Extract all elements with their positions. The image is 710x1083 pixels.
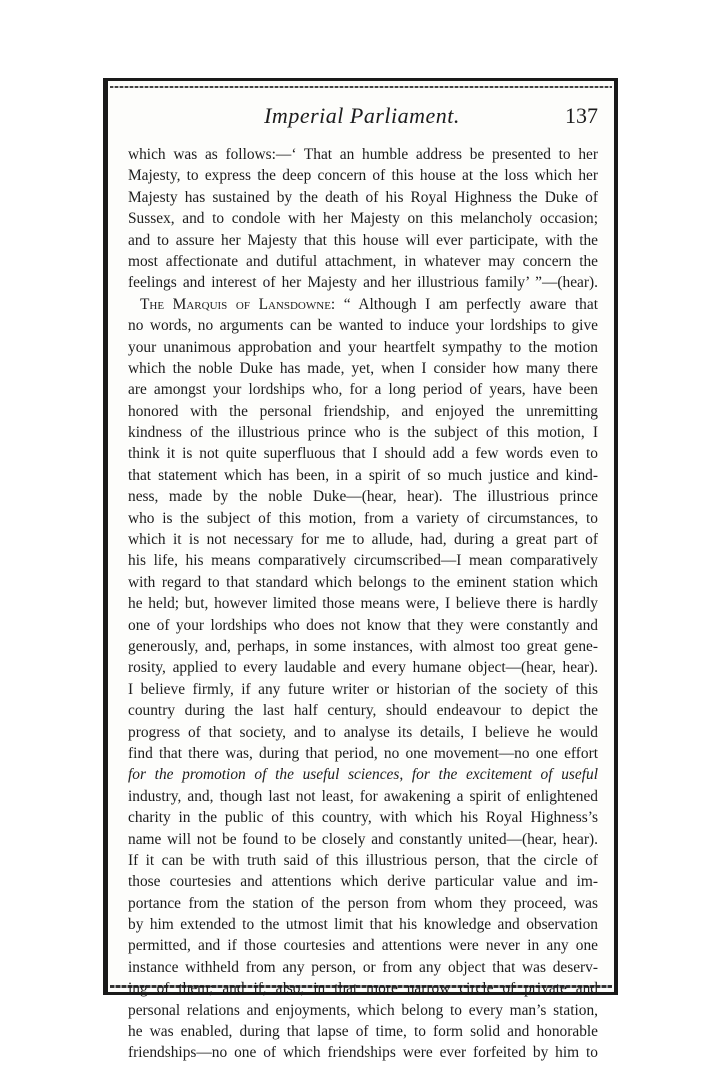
top-ornamental-rule: [110, 86, 612, 88]
text-line: instance withheld from any person, or from any object that was deserv-: [128, 958, 598, 976]
text-line: one of your lordships who does not know that they were constantly and: [128, 616, 598, 634]
page-header: [128, 103, 596, 135]
text-line: think it is not quite superfluous that I should add a few words even to: [128, 445, 598, 463]
running-title: Imperial Parliament.: [264, 103, 460, 128]
text-line: he was enabled, during that lapse of time, to form solid and honorable: [128, 1023, 598, 1041]
text-line: that statement which has been, in a spirit of so much justice and kind-: [128, 466, 598, 484]
speaker-name: The Marquis of Lansdowne: [140, 295, 331, 313]
text-line: If it can be with truth said of this illustrious person, that the circle of: [128, 851, 598, 869]
text-line: find that there was, during that period, no one movement—no one effort: [128, 744, 598, 762]
text-line: feelings and interest of her Majesty and her illustrious family’ ”—(hear).: [128, 274, 598, 292]
text-line: which was as follows:—‘ That an humble address be presented to her: [128, 146, 598, 163]
text-line: are amongst your lordships who, for a long period of years, have been: [128, 381, 598, 399]
text-line: Majesty has sustained by the death of his Royal Highness the Duke of: [128, 188, 598, 206]
text-line: I believe firmly, if any future writer or historian of the society of this: [128, 680, 598, 698]
text-line: friendships—no one of which friendships were ever forfeited by him to: [128, 1044, 598, 1062]
text-line: your unanimous approbation and your heartfelt sympathy to the motion: [128, 338, 598, 356]
text-line: which it is not necessary for me to allude, had, during a great part of: [128, 531, 598, 549]
text-line: country during the last half century, should endeavour to depict the: [128, 702, 598, 720]
text-line: most affectionate and dutiful attachment, in whatever may concern the: [128, 252, 598, 270]
text-line: Sussex, and to condole with her Majesty on this melancholy occasion;: [128, 210, 598, 228]
text-line: Majesty, to express the deep concern of this house at the loss which her: [128, 167, 598, 185]
text-line: he held; but, however limited those means were, I believe there is hardly: [128, 595, 598, 613]
text-line: kindness of the illustrious prince who is the subject of this motion, I: [128, 424, 598, 442]
text-line: rosity, applied to every laudable and every humane object—(hear, hear).: [128, 659, 598, 677]
speaker-line-text: : “ Although I am perfectly aware that: [330, 295, 598, 313]
text-line: which the noble Duke has made, yet, when I consider how many there: [128, 359, 598, 377]
text-line: ing of them; and if, also, in that more narrow circle of private and: [128, 980, 598, 998]
text-line: honored with the personal friendship, and enjoyed the unremitting: [128, 402, 598, 420]
text-line: name will not be found to be closely and constantly united—(hear, hear).: [128, 830, 598, 848]
text-line: generously, and, perhaps, in some instances, with almost too great gene-: [128, 637, 598, 655]
text-line: ness, made by the noble Duke—(hear, hear). The illustrious prince: [128, 488, 598, 506]
page-number: 137: [565, 103, 598, 128]
text-line: who is the subject of this motion, from a variety of circumstances, to: [128, 509, 598, 527]
text-line: no words, no arguments can be wanted to induce your lordships to give: [128, 317, 598, 335]
text-line: portance from the station of the person from whom they proceed, was: [128, 894, 598, 912]
italic-text-line: for the promotion of the useful sciences, for the excitement of useful: [128, 766, 598, 784]
speaker-line: [128, 294, 598, 315]
text-line: with regard to that standard which belongs to the eminent station which: [128, 573, 598, 591]
body-text: [128, 144, 598, 1064]
text-line: those courtesies and attentions which derive particular value and im-: [128, 873, 598, 891]
text-line: his life, his means comparatively circumscribed—I mean comparatively: [128, 552, 598, 570]
text-line: charity in the public of this country, with which his Royal Highness’s: [128, 809, 598, 827]
text-line: personal relations and enjoyments, which belong to every man’s station,: [128, 1001, 598, 1019]
text-line: and to assure her Majesty that this house will ever participate, with the: [128, 231, 598, 249]
text-line: by him extended to the utmost limit that his knowledge and observation: [128, 916, 598, 934]
text-line: industry, and, though last not least, for awakening a spirit of enlightened: [128, 787, 598, 805]
text-line: permitted, and if those courtesies and attentions were never in any one: [128, 937, 598, 955]
text-line: progress of that society, and to analyse its details, I believe he would: [128, 723, 598, 741]
